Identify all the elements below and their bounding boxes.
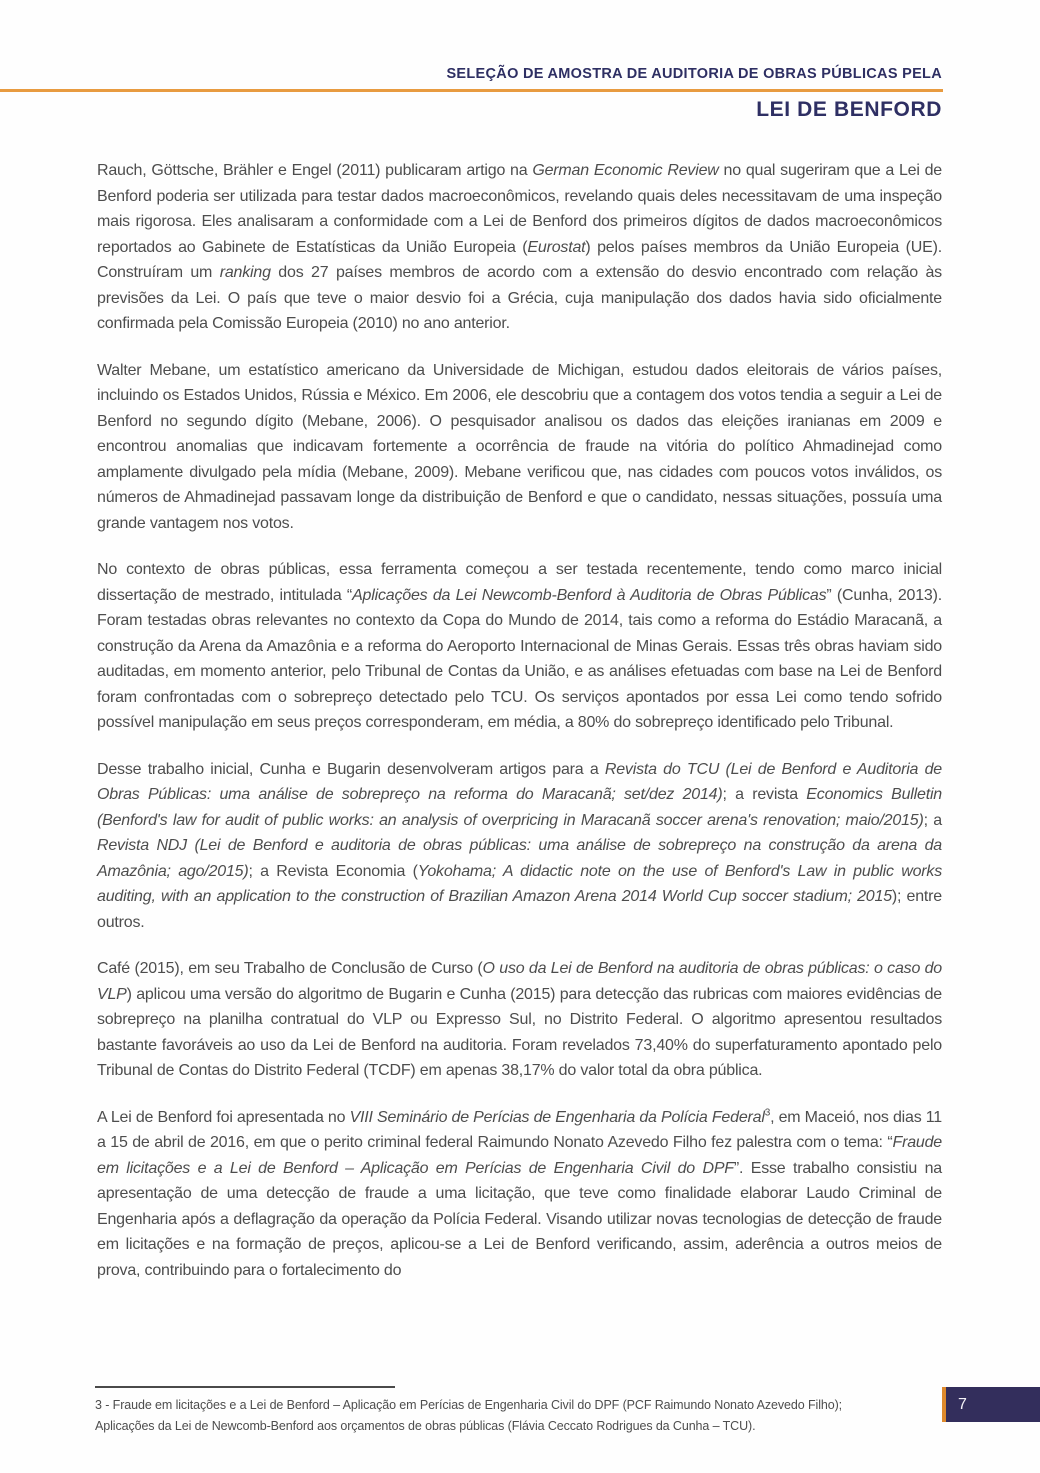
text-segment: Aplicações da Lei Newcomb-Benford à Auditoria de Obras Públicas: [352, 586, 827, 604]
text-segment: ) aplicou uma versão do algoritmo de Bugarin e Cunha (2015) para detecção das rubricas com maiores evidências de sobrepreço na planilha contratual do VLP ou Expresso Sul, no Distrito Federal. O algoritmo apresentou resultados bastante favoráveis ao uso da Lei de Benford na auditoria. Foram revelados 73,40% do superfaturamento apontado pelo Tribunal de Contas do Distrito Federal (TCDF) em apenas 38,17% do valor total da obra pública.: [97, 985, 942, 1079]
text-segment: Economics Bulletin (Benford's law for audit of public works: an analysis of overpricing in Maracanã soccer arena's renovation; maio/2015): [97, 786, 942, 829]
text-segment: Walter Mebane, um estatístico americano da Universidade de Michigan, estudou dados eleitorais de vários países, incluindo os Estados Unidos, Rússia e México. Em 2006, ele descobriu que a contagem dos votos tendia a seguir a Lei de Benford no segundo dígito (Mebane, 2006). O pesquisador analisou os dados das eleições iranianas em 2009 e encontrou anomalias que indicavam fortemente a ocorrência de fraude na vitória do político Ahmadinejad como amplamente divulgado pela mídia (Mebane, 2009). Mebane verificou que, nas cidades com poucos votos inválidos, os números de Ahmadinejad passavam longe da distribuição de Benford e que o candidato, nessas situações, possuía uma grande vantagem nos votos.: [97, 361, 942, 532]
text-segment: ” (Cunha, 2013). Foram testadas obras relevantes no contexto da Copa do Mundo de 2014, tais como a reforma do Estádio Maracanã, a construção da Arena da Amazônia e a reforma do Aeroporto Internacional de Minas Gerais. Essas três obras haviam sido auditadas, em momento anterior, pelo Tribunal de Contas da União, e as análises efetuadas com base na Lei de Benford foram confrontadas com o sobrepreço detectado pelo TCU. Os serviços apontados por essa Lei como tendo sofrido possível manipulação em seus preços corresponderam, em média, a 80% do sobrepreço identificado pelo Tribunal.: [97, 586, 942, 731]
header-rule: [0, 89, 943, 92]
header-title-line1: SELEÇÃO DE AMOSTRA DE AUDITORIA DE OBRAS PÚBLICAS PELA: [446, 66, 942, 82]
text-segment: VIII Seminário de Perícias de Engenharia da Polícia Federal: [349, 1108, 765, 1126]
body-text: [97, 158, 942, 1304]
paragraph: [97, 757, 942, 936]
text-segment: Desse trabalho inicial, Cunha e Bugarin desenvolveram artigos para a: [97, 760, 605, 778]
footnote-line: Aplicações da Lei de Newcomb-Benford aos orçamentos de obras públicas (Flávia Ceccato Rodrigues da Cunha – TCU).: [95, 1419, 756, 1433]
text-segment: Eurostat: [527, 238, 586, 256]
text-segment: no qual sugeriram que a Lei de Benford poderia ser utilizada para testar dados macroeconômicos, revelando quais deles necessitavam de uma inspeção mais rigorosa. Eles analisaram a conformidade com a Lei de Benford dos primeiros dígitos de dados macroeconômicos reportados ao Gabinete de Estatísticas da União Europeia (: [97, 162, 943, 256]
footnote-rule: [95, 1386, 395, 1388]
footnote-reference: 3: [764, 1107, 771, 1119]
paragraph: [97, 557, 942, 736]
text-segment: ); entre outros.: [97, 888, 942, 931]
text-segment: ; a Revista Economia (: [248, 862, 418, 880]
text-segment: Café (2015), em seu Trabalho de Conclusão de Curso (: [97, 960, 483, 977]
text-segment: Revista do TCU (Lei de Benford e Auditoria de Obras Públicas: uma análise de sobrepreço na reforma do Maracanã; set/dez 2014): [97, 760, 942, 803]
text-segment: ; a: [923, 811, 942, 829]
page-number: 7: [958, 1395, 967, 1413]
text-segment: ; a revista: [722, 786, 807, 803]
text-segment: Fraude em licitações e a Lei de Benford – Aplicação em Perícias de Engenharia Civil do DPF: [97, 1134, 942, 1177]
text-segment: German Economic Review: [532, 162, 719, 179]
footnote: [95, 1395, 915, 1437]
text-segment: O uso da Lei de Benford na auditoria de obras públicas: o caso do VLP: [97, 960, 943, 1003]
paragraph: [97, 158, 942, 337]
page-title: LEI DE BENFORD: [756, 98, 942, 121]
paragraph: [97, 1105, 942, 1284]
text-segment: , em Maceió, nos dias 11 a 15 de abril de 2016, em que o perito criminal federal Raimundo Nonato Azevedo Filho fez palestra com o tema: “: [97, 1108, 942, 1151]
text-segment: Revista NDJ (Lei de Benford e auditoria de obras públicas: uma análise de sobrepreço na construção da arena da Amazônia; ago/2015): [97, 837, 942, 880]
paragraph: [97, 358, 942, 537]
text-segment: ) pelos países membros da União Europeia (UE). Construíram um: [97, 238, 942, 281]
text-segment: ”. Esse trabalho consistiu na apresentação de uma detecção de fraude a uma licitação, que teve como finalidade elaborar Laudo Criminal de Engenharia após a deflagração da operação da Polícia Federal. Visando utilizar novas tecnologias de detecção de fraude em licitações e na formação de preços, aplicou-se a Lei de Benford verificando, assim, aderência a outros meios de prova, contribuindo para o fortalecimento do: [97, 1159, 942, 1279]
text-segment: dos 27 países membros de acordo com a extensão do desvio encontrado com relação às previsões da Lei. O país que teve o maior desvio foi a Grécia, cuja manipulação dos dados havia sido oficialmente confirmada pela Comissão Europeia (2010) no ano anterior.: [97, 264, 942, 332]
page-number-badge: [942, 1387, 1040, 1422]
text-segment: Rauch, Göttsche, Brähler e Engel (2011) publicaram artigo na: [97, 162, 533, 179]
text-segment: No contexto de obras públicas, essa ferramenta começou a ser testada recentemente, tendo como marco inicial dissertação de mestrado, intitulada “: [97, 561, 942, 604]
text-segment: Yokohama; A didactic note on the use of Benford's Law in public works auditing, with an application to the construction of Brazilian Amazon Arena 2014 World Cup soccer stadium; 2015: [97, 862, 942, 905]
footnote-line: 3 - Fraude em licitações e a Lei de Benford – Aplicação em Perícias de Engenharia Civil do DPF (PCF Raimundo Nonato Azevedo Filho);: [95, 1398, 843, 1412]
text-segment: A Lei de Benford foi apresentada no: [97, 1108, 350, 1126]
paragraph: [97, 956, 942, 1084]
text-segment: ranking: [219, 264, 271, 281]
